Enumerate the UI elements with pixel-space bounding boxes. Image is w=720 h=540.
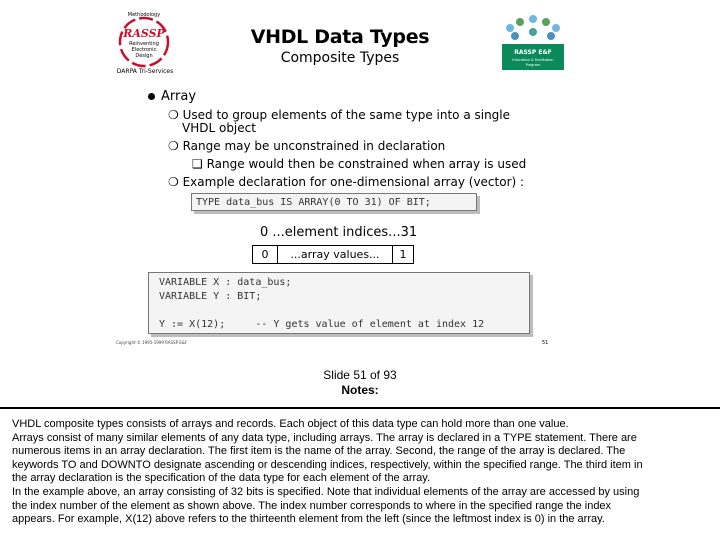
bullet-dot-icon bbox=[148, 93, 155, 100]
square-bullet-icon: ❑ bbox=[192, 157, 203, 171]
code-example-box bbox=[148, 272, 530, 334]
notes-line: the index number of the element as shown above. The index number corresponds to where in the specified range the index bbox=[12, 499, 612, 512]
array-diagram bbox=[252, 245, 414, 264]
circle-bullet-icon: ❍ bbox=[168, 139, 179, 153]
index-end: 31 bbox=[400, 225, 418, 240]
slide-number: Slide 51 of 93 bbox=[323, 368, 397, 382]
bullet-array bbox=[148, 89, 196, 104]
notes-line: numerous items in an array declaration. The first item is the name of the array. Second, the range of the array is declared. The bbox=[12, 445, 626, 458]
copyright: Copyright © 1995-1999 RASSP E&F bbox=[116, 340, 188, 345]
logo-left-top: Methodology bbox=[127, 12, 161, 18]
index-start: 0 bbox=[260, 225, 269, 240]
bullet-array-label: Array bbox=[161, 89, 197, 104]
array-cell-last: 1 bbox=[399, 248, 407, 261]
sub-item-2 bbox=[168, 140, 445, 153]
divider bbox=[0, 407, 720, 409]
logo-left-name: RASSP bbox=[123, 27, 165, 40]
logo-left-line-1: Reinventing bbox=[129, 41, 159, 47]
slide-title: VHDL Data Types bbox=[250, 26, 430, 48]
circle-bullet-icon: ❍ bbox=[168, 175, 179, 189]
sub-sub-item bbox=[192, 158, 526, 171]
logo-right-name: RASSP E&F bbox=[514, 49, 552, 56]
logo-right-line-2: Program bbox=[525, 63, 541, 67]
code-line bbox=[159, 305, 519, 319]
notes-label: Notes: bbox=[341, 383, 379, 397]
sub-item-1-cont: VHDL object bbox=[182, 121, 256, 135]
circle-bullet-icon: ❍ bbox=[168, 108, 179, 122]
notes-line: Arrays consist of many similar elements of any data type, including arrays. The array is declared in a TYPE statement. There are bbox=[12, 431, 637, 444]
array-cell-middle: ...array values... bbox=[278, 246, 393, 263]
type-declaration-box: TYPE data_bus IS ARRAY(0 TO 31) OF BIT; bbox=[191, 193, 477, 211]
logo-left-line-3: Design bbox=[135, 53, 153, 59]
notes-line: VHDL composite types consists of arrays and records. Each object of this data type can hold more than one value. bbox=[12, 418, 569, 430]
logo-left-line-2: Electronic bbox=[131, 47, 157, 53]
sub-item-2-text: Range may be unconstrained in declaration bbox=[182, 139, 446, 153]
sub-item-1-text: Used to group elements of the same type into a single bbox=[182, 108, 511, 122]
array-cell-first: 0 bbox=[253, 246, 278, 263]
logo-right-line-1: Education & Facilitation bbox=[512, 58, 554, 62]
rassp-ef-logo bbox=[498, 14, 568, 76]
slide-subtitle: Composite Types bbox=[280, 50, 400, 66]
logo-left-caption: DARPA Tri-Services bbox=[116, 68, 174, 75]
notes-line: the array declaration is the specification of the data type for each element of the array. bbox=[12, 472, 431, 485]
slide-page-mark: 51 bbox=[542, 340, 549, 346]
code-line: Y := X(12); -- Y gets value of element at index 12 bbox=[159, 319, 485, 330]
notes-line: appears. For example, X(12) above refers to the thirteenth element from the left (since the leftmost index is 0) in the array. bbox=[12, 513, 605, 526]
index-label bbox=[260, 225, 417, 240]
rassp-logo bbox=[104, 8, 184, 72]
sub-item-3 bbox=[168, 176, 524, 189]
notes-line: keywords TO and DOWNTO designate ascending or descending indices, respectively, within the specified range. The third item in bbox=[12, 458, 643, 471]
sub-sub-item-text: Range would then be constrained when array is used bbox=[206, 157, 527, 171]
notes-body bbox=[12, 418, 712, 527]
index-mid: ...element indices... bbox=[268, 225, 401, 240]
sub-item-3-text: Example declaration for one-dimensional array (vector) : bbox=[182, 175, 525, 189]
notes-line: In the example above, an array consisting of 32 bits is specified. Note that individual elements of the array are accessed by using bbox=[12, 485, 640, 498]
code-line: VARIABLE X : data_bus; bbox=[159, 277, 292, 288]
code-line: VARIABLE Y : BIT; bbox=[159, 291, 262, 302]
